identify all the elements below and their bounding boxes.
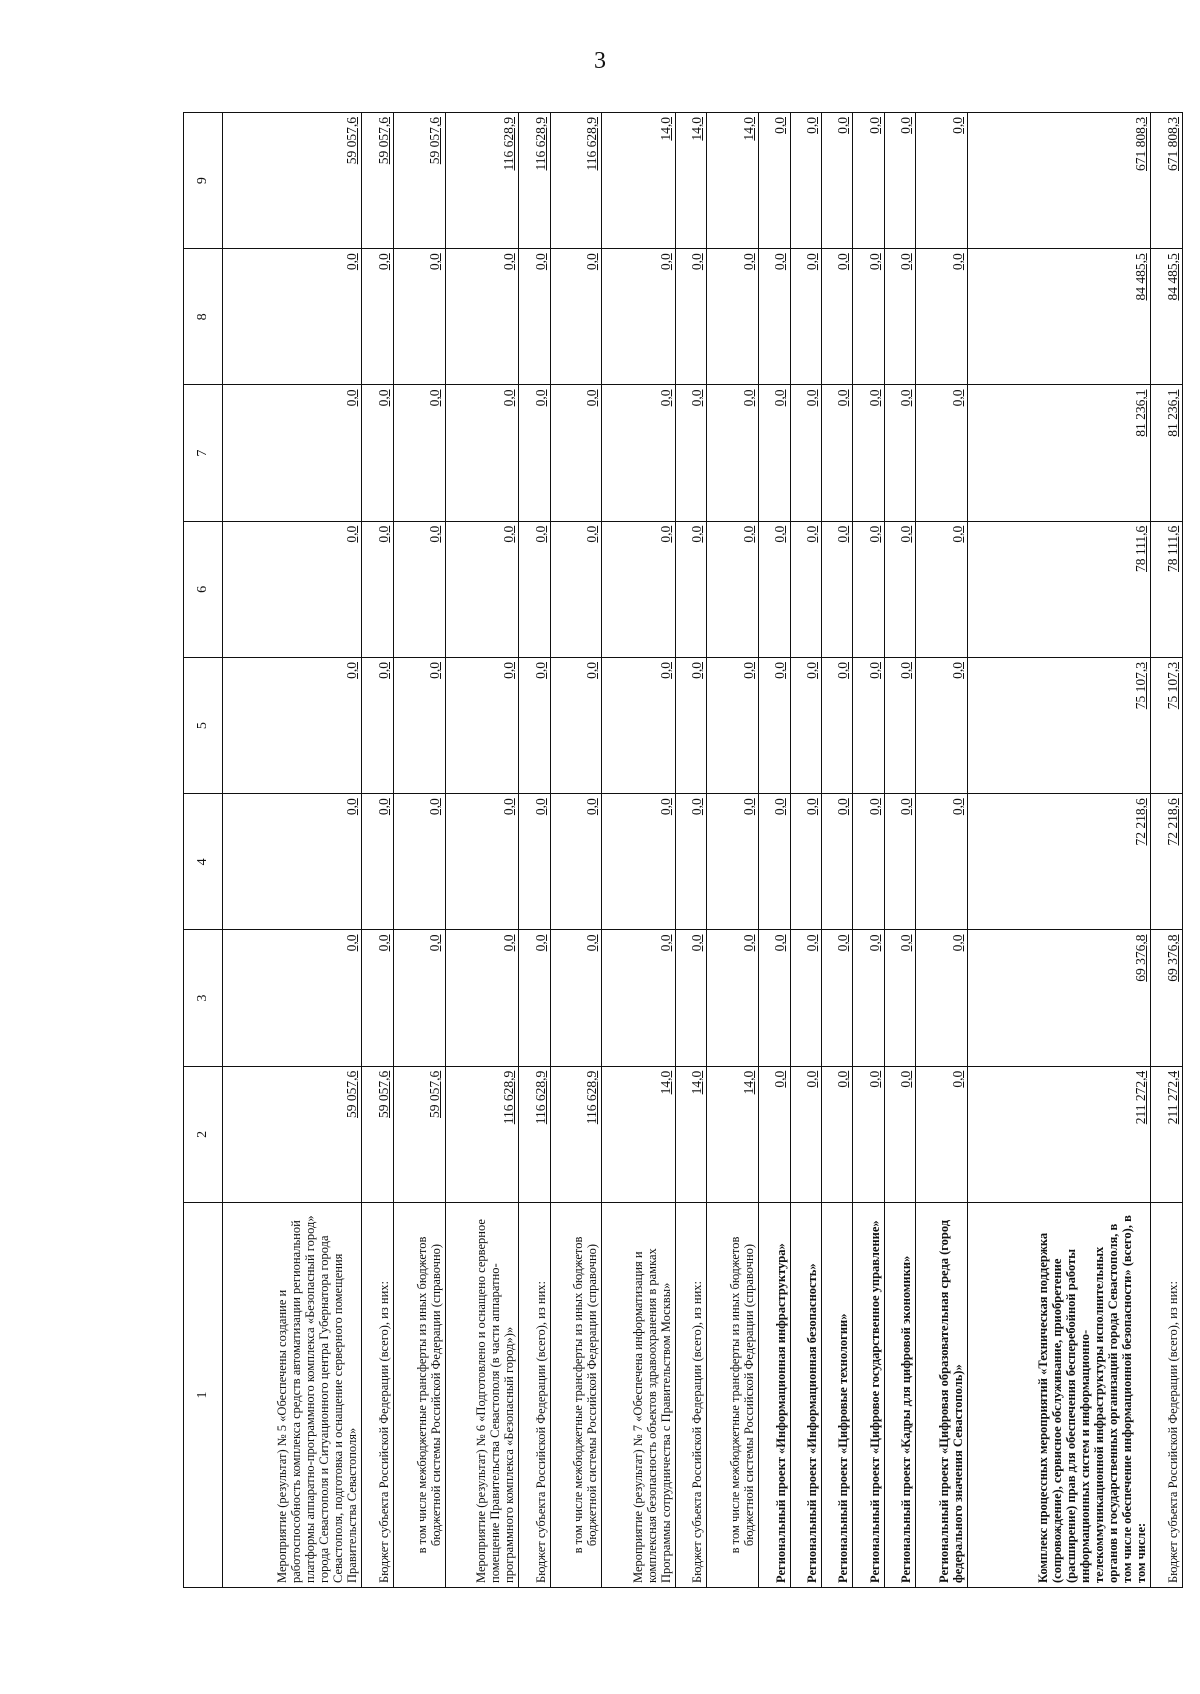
cell-value: 0,0: [223, 521, 362, 657]
row-label: Мероприятие (результат) № 5 «Обеспечены создание и работоспособность комплекса средств автоматизации региональной платформы аппаратно-программного комплекса «Безопасный город» города Севастополя и Ситуационного центра Губернатора города Севастополя, подготовка и оснащение серверного помещения Правительства Севастополя»: [223, 1203, 362, 1588]
cell-value: 0,0: [822, 794, 853, 930]
cell-value: 0,0: [519, 658, 550, 794]
cell-value: 14,0: [602, 1066, 676, 1202]
row-label: в том числе межбюджетные трансферты из иных бюджетов бюджетной системы Российской Федерации (справочно): [393, 1203, 445, 1588]
table-row: [602, 113, 676, 1588]
cell-value: 0,0: [790, 794, 821, 930]
cell-value: 671 808,3: [968, 113, 1151, 249]
cell-value: 0,0: [916, 794, 968, 930]
table-row: [790, 113, 821, 1588]
cell-value: 0,0: [707, 521, 759, 657]
cell-value: 14,0: [707, 1066, 759, 1202]
cell-value: 14,0: [675, 1066, 706, 1202]
cell-value: 0,0: [519, 521, 550, 657]
cell-value: 78 111,6: [968, 521, 1151, 657]
cell-value: 0,0: [759, 1066, 790, 1202]
row-label: Мероприятие (результат) № 6 «Подготовлено и оснащено серверное помещение Правительства Севастополя (в части аппаратно-программного комплекса «Безопасный город»)»: [445, 1203, 519, 1588]
cell-value: 84 485,5: [1151, 249, 1183, 385]
cell-value: 0,0: [853, 249, 884, 385]
cell-value: 81 236,1: [1151, 385, 1183, 521]
cell-value: 0,0: [822, 1066, 853, 1202]
column-header: 4: [184, 794, 223, 930]
cell-value: 0,0: [707, 249, 759, 385]
cell-value: 0,0: [916, 521, 968, 657]
cell-value: 0,0: [884, 249, 915, 385]
cell-value: 0,0: [707, 385, 759, 521]
cell-value: 0,0: [822, 385, 853, 521]
cell-value: 69 376,8: [968, 930, 1151, 1066]
cell-value: 0,0: [916, 930, 968, 1066]
cell-value: 0,0: [675, 385, 706, 521]
cell-value: 0,0: [853, 930, 884, 1066]
cell-value: 0,0: [790, 521, 821, 657]
table-row: [445, 113, 519, 1588]
column-header: 3: [184, 930, 223, 1066]
cell-value: 0,0: [884, 521, 915, 657]
cell-value: 14,0: [675, 113, 706, 249]
table-row: [223, 113, 362, 1588]
cell-value: 59 057,6: [362, 113, 393, 249]
cell-value: 0,0: [759, 249, 790, 385]
page-number: 3: [594, 48, 606, 74]
cell-value: 69 376,8: [1151, 930, 1183, 1066]
cell-value: 0,0: [759, 658, 790, 794]
column-header: 6: [184, 521, 223, 657]
cell-value: 0,0: [759, 930, 790, 1066]
cell-value: 0,0: [884, 794, 915, 930]
cell-value: 0,0: [223, 794, 362, 930]
cell-value: 0,0: [223, 385, 362, 521]
cell-value: 116 628,9: [550, 113, 602, 249]
cell-value: 0,0: [707, 794, 759, 930]
row-label: Региональный проект «Информационная безопасность»: [790, 1203, 821, 1588]
cell-value: 0,0: [916, 113, 968, 249]
cell-value: 0,0: [759, 113, 790, 249]
cell-value: 0,0: [362, 521, 393, 657]
cell-value: 0,0: [445, 249, 519, 385]
cell-value: 671 808,3: [1151, 113, 1183, 249]
cell-value: 0,0: [445, 930, 519, 1066]
cell-value: 75 107,3: [968, 658, 1151, 794]
cell-value: 0,0: [550, 794, 602, 930]
row-label: Мероприятие (результат) № 7 «Обеспечена информатизация и комплексная безопасность объектов здравоохранения в рамках Программы сотрудничества с Правительством Москвы»: [602, 1203, 676, 1588]
row-label: Региональный проект «Цифровая образовательная среда (город федерального значения Севастополь)»: [916, 1203, 968, 1588]
cell-value: 0,0: [822, 521, 853, 657]
cell-value: 0,0: [223, 658, 362, 794]
cell-value: 211 272,4: [968, 1066, 1151, 1202]
row-label: Бюджет субъекта Российской Федерации (всего), из них:: [1151, 1203, 1183, 1588]
column-header: 7: [184, 385, 223, 521]
cell-value: 59 057,6: [393, 1066, 445, 1202]
cell-value: 0,0: [550, 930, 602, 1066]
cell-value: 0,0: [602, 794, 676, 930]
cell-value: 75 107,3: [1151, 658, 1183, 794]
table-row: [822, 113, 853, 1588]
cell-value: 0,0: [602, 249, 676, 385]
row-label: Региональный проект «Цифровое государственное управление»: [853, 1203, 884, 1588]
cell-value: 0,0: [445, 658, 519, 794]
row-label: Бюджет субъекта Российской Федерации (всего), из них:: [519, 1203, 550, 1588]
cell-value: 14,0: [602, 113, 676, 249]
cell-value: 59 057,6: [223, 1066, 362, 1202]
cell-value: 0,0: [884, 1066, 915, 1202]
cell-value: 72 218,6: [1151, 794, 1183, 930]
row-label: в том числе межбюджетные трансферты из иных бюджетов бюджетной системы Российской Федерации (справочно): [550, 1203, 602, 1588]
cell-value: 14,0: [707, 113, 759, 249]
cell-value: 0,0: [519, 930, 550, 1066]
column-header: 1: [184, 1203, 223, 1588]
cell-value: 0,0: [790, 1066, 821, 1202]
cell-value: 0,0: [393, 249, 445, 385]
cell-value: 0,0: [675, 249, 706, 385]
cell-value: 116 628,9: [519, 1066, 550, 1202]
cell-value: 0,0: [853, 113, 884, 249]
row-label: Бюджет субъекта Российской Федерации (всего), из них:: [675, 1203, 706, 1588]
row-label: Региональный проект «Информационная инфраструктура»: [759, 1203, 790, 1588]
cell-value: 0,0: [790, 385, 821, 521]
cell-value: 0,0: [790, 249, 821, 385]
table-row: [1151, 113, 1183, 1588]
table-row: [853, 113, 884, 1588]
cell-value: 0,0: [884, 385, 915, 521]
table-header-row: [184, 113, 223, 1588]
row-label: Комплекс процессных мероприятий «Техническая поддержка (сопровождение), сервисное обслуживание, приобретение (расширение) прав для обеспечения бесперебойной работы информационных систем и информационно-телекоммуникационной инфраструктуры исполнительных органов и государственных организаций города Севастополя, в том числе обеспечение информационной безопасности» (всего), в том числе:: [968, 1203, 1151, 1588]
cell-value: 0,0: [362, 249, 393, 385]
cell-value: 0,0: [884, 113, 915, 249]
cell-value: 0,0: [445, 521, 519, 657]
cell-value: 0,0: [822, 930, 853, 1066]
cell-value: 0,0: [759, 794, 790, 930]
cell-value: 0,0: [362, 658, 393, 794]
table-row: [884, 113, 915, 1588]
cell-value: 0,0: [223, 930, 362, 1066]
cell-value: 0,0: [790, 113, 821, 249]
cell-value: 0,0: [790, 930, 821, 1066]
cell-value: 116 628,9: [519, 113, 550, 249]
cell-value: 0,0: [707, 930, 759, 1066]
cell-value: 0,0: [790, 658, 821, 794]
column-header: 2: [184, 1066, 223, 1202]
cell-value: 0,0: [445, 794, 519, 930]
cell-value: 0,0: [362, 930, 393, 1066]
table-row: [916, 113, 968, 1588]
cell-value: 211 272,4: [1151, 1066, 1183, 1202]
table-row: [675, 113, 706, 1588]
table-row: [759, 113, 790, 1588]
cell-value: 0,0: [916, 1066, 968, 1202]
cell-value: 0,0: [675, 658, 706, 794]
cell-value: 0,0: [884, 658, 915, 794]
cell-value: 0,0: [393, 385, 445, 521]
cell-value: 116 628,9: [550, 1066, 602, 1202]
cell-value: 0,0: [519, 385, 550, 521]
cell-value: 0,0: [362, 385, 393, 521]
cell-value: 0,0: [393, 658, 445, 794]
cell-value: 0,0: [602, 521, 676, 657]
table-row: [519, 113, 550, 1588]
row-label: Региональный проект «Цифровые технологии»: [822, 1203, 853, 1588]
cell-value: 0,0: [916, 249, 968, 385]
cell-value: 0,0: [675, 794, 706, 930]
cell-value: 81 236,1: [968, 385, 1151, 521]
cell-value: 78 111,6: [1151, 521, 1183, 657]
cell-value: 59 057,6: [223, 113, 362, 249]
cell-value: 0,0: [853, 794, 884, 930]
cell-value: 0,0: [822, 249, 853, 385]
cell-value: 116 628,9: [445, 113, 519, 249]
cell-value: 72 218,6: [968, 794, 1151, 930]
cell-value: 0,0: [707, 658, 759, 794]
cell-value: 0,0: [519, 249, 550, 385]
cell-value: 0,0: [550, 521, 602, 657]
cell-value: 0,0: [853, 1066, 884, 1202]
cell-value: 0,0: [759, 385, 790, 521]
cell-value: 0,0: [519, 794, 550, 930]
table-row: [393, 113, 445, 1588]
rotated-table-container: [183, 113, 1183, 1588]
cell-value: 0,0: [853, 658, 884, 794]
cell-value: 0,0: [602, 658, 676, 794]
cell-value: 0,0: [362, 794, 393, 930]
cell-value: 0,0: [445, 385, 519, 521]
cell-value: 0,0: [550, 385, 602, 521]
cell-value: 0,0: [393, 794, 445, 930]
cell-value: 0,0: [916, 385, 968, 521]
row-label: Бюджет субъекта Российской Федерации (всего), из них:: [362, 1203, 393, 1588]
table-row: [550, 113, 602, 1588]
row-label: в том числе межбюджетные трансферты из иных бюджетов бюджетной системы Российской Федерации (справочно): [707, 1203, 759, 1588]
table-row: [707, 113, 759, 1588]
budget-table: [183, 112, 1183, 1588]
cell-value: 59 057,6: [393, 113, 445, 249]
cell-value: 0,0: [853, 385, 884, 521]
table-body: [223, 113, 1183, 1588]
table-row: [362, 113, 393, 1588]
cell-value: 0,0: [675, 521, 706, 657]
cell-value: 116 628,9: [445, 1066, 519, 1202]
cell-value: 0,0: [602, 930, 676, 1066]
cell-value: 0,0: [223, 249, 362, 385]
column-header: 8: [184, 249, 223, 385]
row-label: Региональный проект «Кадры для цифровой экономики»: [884, 1203, 915, 1588]
table-row: [968, 113, 1151, 1588]
cell-value: 0,0: [550, 249, 602, 385]
cell-value: 84 485,5: [968, 249, 1151, 385]
cell-value: 0,0: [822, 658, 853, 794]
cell-value: 0,0: [916, 658, 968, 794]
cell-value: 0,0: [602, 385, 676, 521]
cell-value: 0,0: [884, 930, 915, 1066]
cell-value: 0,0: [853, 521, 884, 657]
cell-value: 0,0: [393, 521, 445, 657]
cell-value: 0,0: [393, 930, 445, 1066]
cell-value: 0,0: [759, 521, 790, 657]
cell-value: 0,0: [822, 113, 853, 249]
cell-value: 0,0: [550, 658, 602, 794]
cell-value: 59 057,6: [362, 1066, 393, 1202]
column-header: 9: [184, 113, 223, 249]
cell-value: 0,0: [675, 930, 706, 1066]
column-header: 5: [184, 658, 223, 794]
